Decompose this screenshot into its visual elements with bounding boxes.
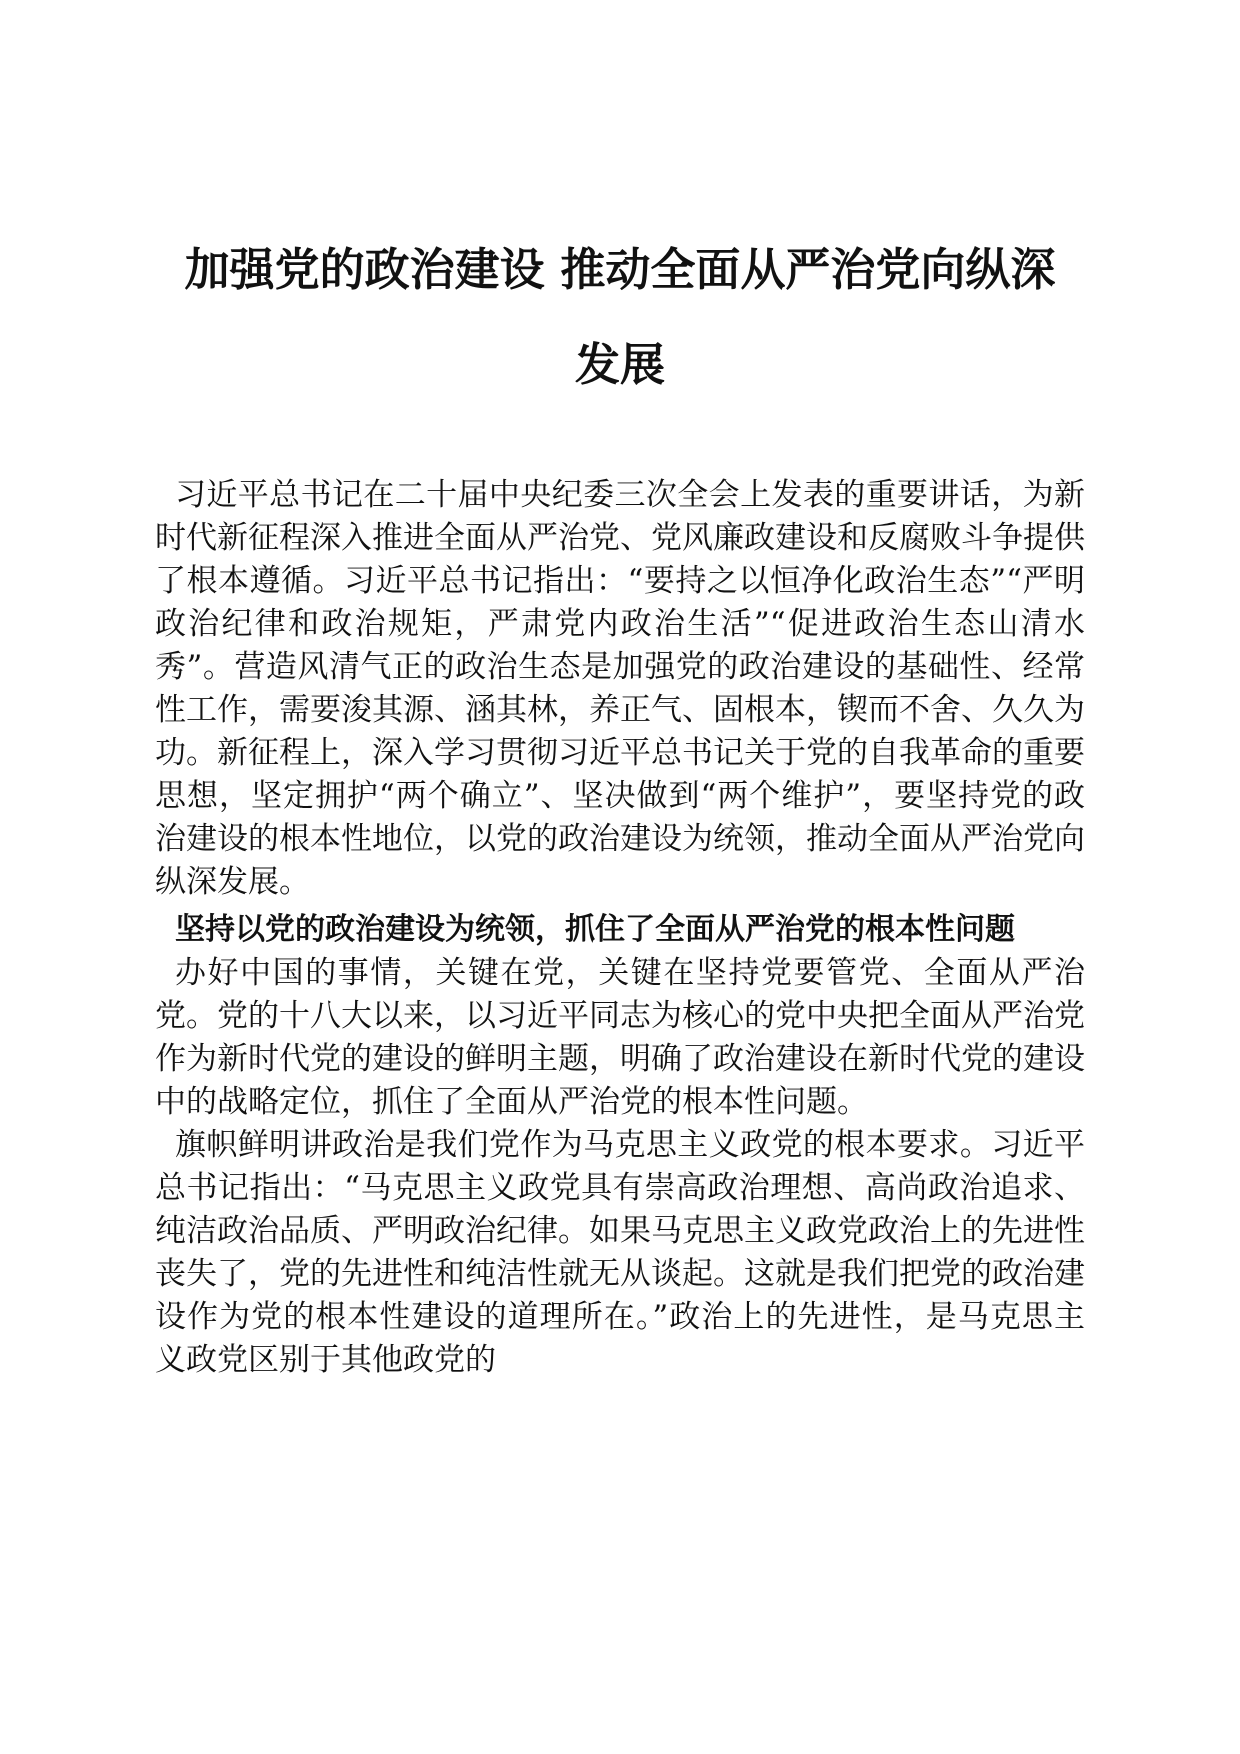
document-title bbox=[155, 222, 1085, 412]
title-line-2: 发展 bbox=[574, 338, 665, 391]
title-line-1: 加强党的政治建设 推动全面从严治党向纵深 bbox=[184, 243, 1056, 296]
document-page bbox=[155, 0, 1085, 1754]
document-body bbox=[155, 474, 1085, 1382]
paragraph-section-2: 旗帜鲜明讲政治是我们党作为马克思主义政党的根本要求。习近平总书记指出：“马克思主义政党具有崇高政治理想、高尚政治追求、纯洁政治品质、严明政治纪律。如果马克思主义政党政治上的先进性丧失了，党的先进性和纯洁性就无从谈起。这就是我们把党的政治建设作为党的根本性建设的道理所在。”政治上的先进性，是马克思主义政党区别于其他政党的 bbox=[155, 1127, 1085, 1378]
section-heading: 坚持以党的政治建设为统领，抓住了全面从严治党的根本性问题 bbox=[175, 912, 1015, 947]
paragraph-intro: 习近平总书记在二十届中央纪委三次全会上发表的重要讲话，为新时代新征程深入推进全面从严治党、党风廉政建设和反腐败斗争提供了根本遵循。习近平总书记指出：“要持之以恒净化政治生态”“严明政治纪律和政治规矩，严肃党内政治生活”“促进政治生态山清水秀”。营造风清气正的政治生态是加强党的政治建设的基础性、经常性工作，需要浚其源、涵其林，养正气、固根本，锲而不舍、久久为功。新征程上，深入学习贯彻习近平总书记关于党的自我革命的重要思想，坚定拥护“两个确立”、坚决做到“两个维护”，要坚持党的政治建设的根本性地位，以党的政治建设为统领，推动全面从严治党向纵深发展。 bbox=[155, 477, 1085, 900]
paragraph-section-1: 办好中国的事情，关键在党，关键在坚持党要管党、全面从严治党。党的十八大以来，以习近平同志为核心的党中央把全面从严治党作为新时代党的建设的鲜明主题，明确了政治建设在新时代党的建设中的战略定位，抓住了全面从严治党的根本性问题。 bbox=[155, 955, 1085, 1120]
